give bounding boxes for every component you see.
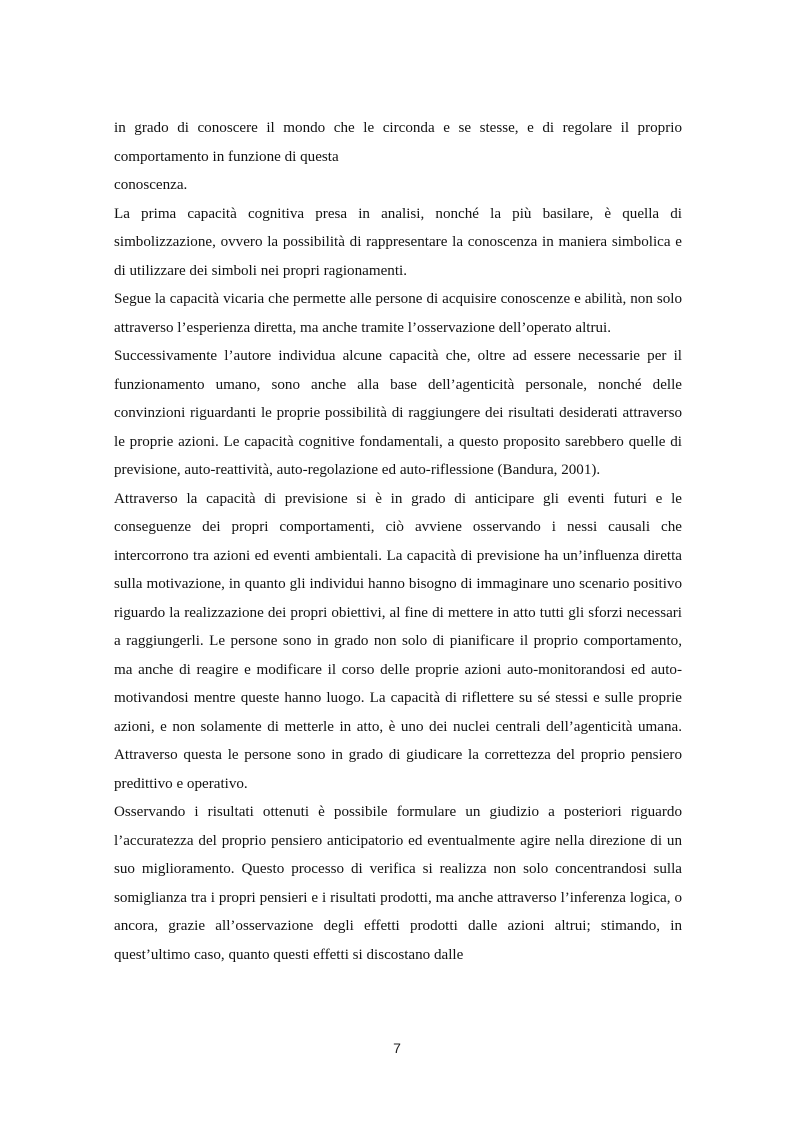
page-number: 7 [393, 1040, 401, 1056]
paragraph-3: La prima capacità cognitiva presa in analisi, nonché la più basilare, è quella di simbolizzazione, ovvero la possibilità di rappresentare la conoscenza in maniera simbolica e di utilizzare dei simboli nei propri ragionamenti. [114, 205, 682, 279]
paragraph-5: Successivamente l’autore individua alcune capacità che, oltre ad essere necessarie per il funzionamento umano, sono anche alla base dell’agenticità personale, nonché delle convinzioni riguardanti le proprie possibilità di raggiungere dei risultati desiderati attraverso le proprie azioni. Le capacità cognitive fondamentali, a questo proposito sarebbero quelle di previsione, auto-reattività, auto-regolazione ed auto-riflessione (Bandura, 2001). [114, 348, 682, 478]
paragraph-6: Attraverso la capacità di previsione si è in grado di anticipare gli eventi futuri e le conseguenze dei propri comportamenti, ciò avviene osservando i nessi causali che intercorrono tra azioni ed eventi ambientali. La capacità di previsione ha un’influenza diretta sulla motivazione, in quanto gli individui hanno bisogno di immaginare uno scenario positivo riguardo la realizzazione dei propri obiettivi, al fine di mettere in atto tutti gli sforzi necessari a raggiungerli. Le persone sono in grado non solo di pianificare il proprio comportamento, ma anche di reagire e modificare il corso delle proprie azioni auto-monitorandosi ed auto-motivandosi mentre queste hanno luogo. La capacità di riflettere su sé stessi e sulle proprie azioni, e non solamente di metterle in atto, è uno dei nuclei centrali dell’agenticità umana. Attraverso questa le persone sono in grado di giudicare la correttezza del proprio pensiero predittivo e operativo. [114, 490, 682, 792]
page-body [114, 114, 682, 969]
paragraph-1: in grado di conoscere il mondo che le circonda e se stesse, e di regolare il proprio comportamento in funzione di questa [114, 120, 682, 165]
paragraph-7: Osservando i risultati ottenuti è possibile formulare un giudizio a posteriori riguardo l’accuratezza del proprio pensiero anticipatorio ed eventualmente agire nella direzione di un suo miglioramento. Questo processo di verifica si realizza non solo concentrandosi sulla somiglianza tra i propri pensieri e i risultati prodotti, ma anche attraverso l’inferenza logica, o ancora, grazie all’osservazione degli effetti prodotti dalle azioni altrui; stimando, in quest’ultimo caso, quanto questi effetti si discostano dalle [114, 804, 682, 963]
paragraph-4: Segue la capacità vicaria che permette alle persone di acquisire conoscenze e abilità, non solo attraverso l’esperienza diretta, ma anche tramite l’osservazione dell’operato altrui. [114, 291, 682, 336]
paragraph-2: conoscenza. [114, 177, 188, 193]
